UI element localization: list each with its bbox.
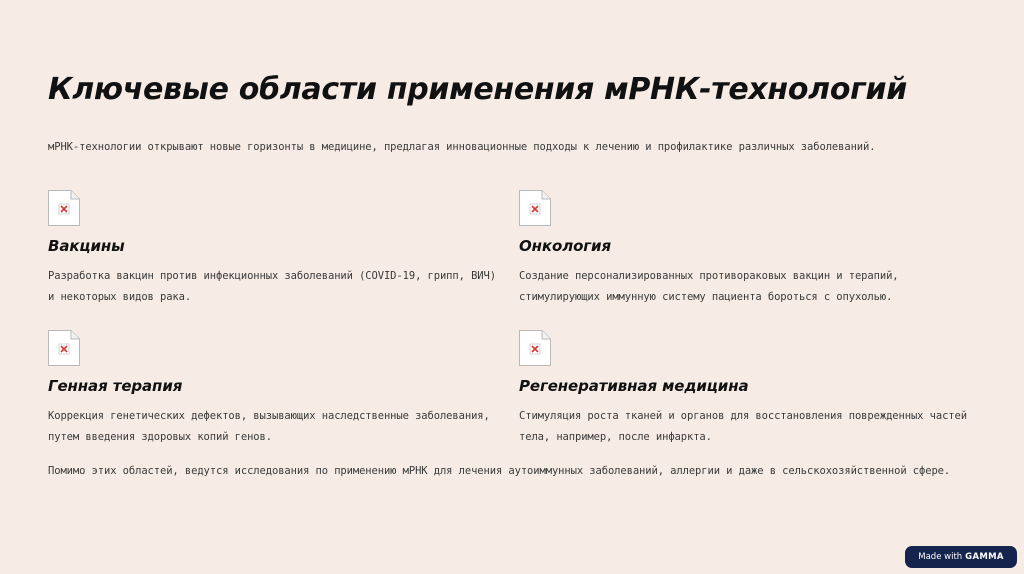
- card-text: Создание персонализированных противораковых вакцин и терапий, стимулирующих иммунную систему пациента бороться с опухолью.: [519, 270, 899, 303]
- card-text: Разработка вакцин против инфекционных заболеваний (COVID-19, грипп, ВИЧ) и некоторых видов рака.: [48, 270, 496, 303]
- card-heading: Онкология: [519, 237, 611, 255]
- card-regenerative-medicine: [519, 330, 979, 448]
- broken-image-icon: [519, 190, 551, 226]
- card-heading: Генная терапия: [48, 377, 183, 395]
- broken-image-icon: [48, 330, 80, 366]
- badge-label: Made with: [918, 552, 963, 562]
- card-text: Коррекция генетических дефектов, вызывающих наследственные заболевания, путем введения здоровых копий генов.: [48, 410, 490, 443]
- made-with-gamma-badge[interactable]: [905, 546, 1017, 568]
- card-gene-therapy: [48, 330, 508, 448]
- page-title: Ключевые области применения мРНК-технологий: [48, 72, 907, 107]
- card-vaccines: [48, 190, 508, 308]
- broken-image-icon: [48, 190, 80, 226]
- card-oncology: [519, 190, 979, 308]
- broken-image-icon: [519, 330, 551, 366]
- card-heading: Регенеративная медицина: [519, 377, 749, 395]
- card-text: Стимуляция роста тканей и органов для восстановления поврежденных частей тела, например, после инфаркта.: [519, 410, 967, 443]
- card-heading: Вакцины: [48, 237, 125, 255]
- outro-text: Помимо этих областей, ведутся исследования по применению мРНК для лечения аутоиммунных заболеваний, аллергии и даже в сельскохозяйственной сфере.: [48, 465, 951, 477]
- gamma-logo: GAMMA: [965, 552, 1004, 562]
- intro-text: мРНК-технологии открывают новые горизонты в медицине, предлагая инновационные подходы к лечению и профилактике различных заболеваний.: [48, 141, 876, 153]
